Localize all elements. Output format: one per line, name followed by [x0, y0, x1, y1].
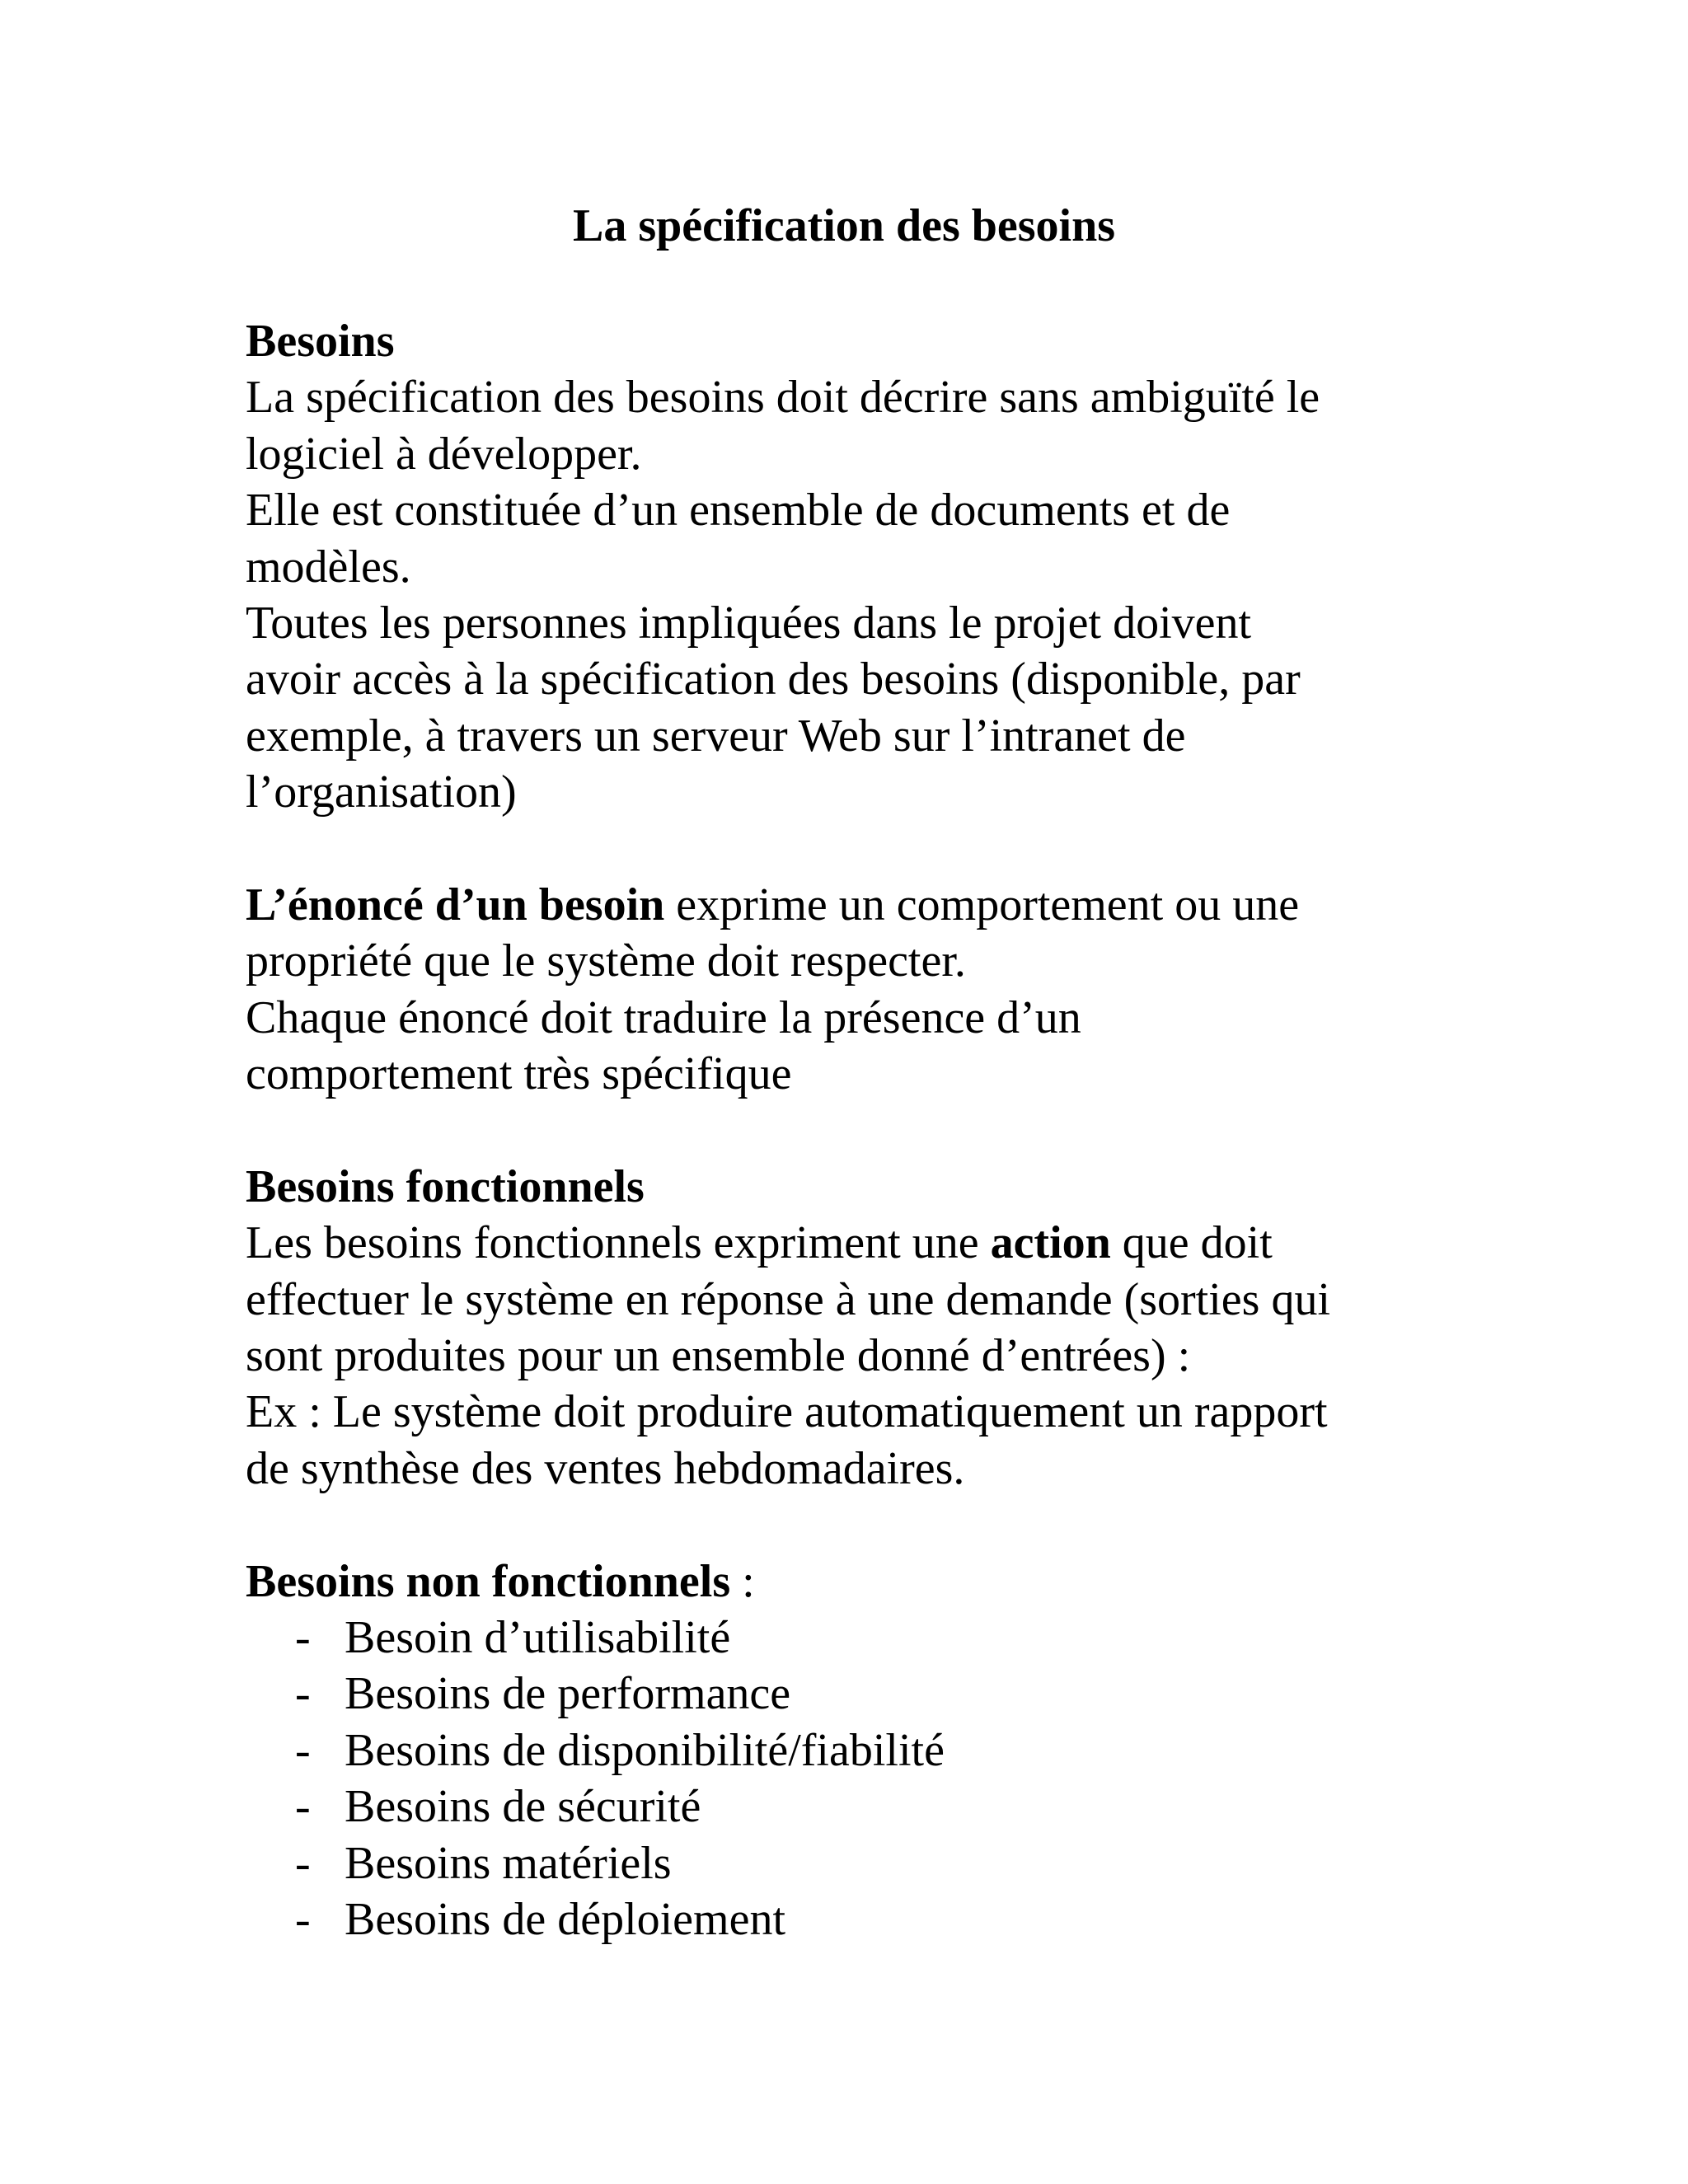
fonctionnels-bold-term: action: [990, 1217, 1111, 1269]
paragraph-line: Chaque énoncé doit traduire la présence d’un: [246, 991, 1081, 1043]
paragraph-line: de synthèse des ventes hebdomadaires.: [246, 1442, 965, 1494]
list-item-text: Besoins matériels: [345, 1837, 672, 1889]
bullet-dash: -: [295, 1611, 311, 1663]
bullet-dash: -: [295, 1668, 311, 1720]
paragraph-line: effectuer le système en réponse à une demande (sorties qui: [246, 1273, 1330, 1325]
paragraph-line: propriété que le système doit respecter.: [246, 935, 966, 987]
list-item: [246, 1779, 1482, 1835]
list-item: [246, 1722, 1482, 1779]
list-item: [246, 1610, 1482, 1666]
paragraph-line: sont produites pour un ensemble donné d’entrées) :: [246, 1330, 1191, 1382]
heading-colon: :: [730, 1555, 755, 1607]
paragraph-spacer: [246, 821, 1482, 877]
document-body: [246, 313, 1482, 1947]
list-item-text: Besoins de déploiement: [345, 1893, 786, 1945]
paragraph-line: exemple, à travers un serveur Web sur l’intranet de: [246, 710, 1186, 762]
non-fonctionnels-list: [246, 1610, 1482, 1947]
paragraph-spacer: [246, 1102, 1482, 1158]
list-item-text: Besoins de sécurité: [345, 1781, 701, 1833]
section-heading-non-fonctionnels: Besoins non fonctionnels: [246, 1555, 731, 1607]
list-item-text: Besoins de performance: [345, 1668, 791, 1720]
bullet-dash: -: [295, 1724, 311, 1776]
paragraph-line: l’organisation): [246, 766, 517, 818]
fonctionnels-line-start: Les besoins fonctionnels expriment une: [246, 1217, 991, 1269]
list-item-text: Besoin d’utilisabilité: [345, 1611, 731, 1663]
paragraph-line: comportement très spécifique: [246, 1048, 792, 1100]
section-heading-non-fonctionnels-line: [246, 1554, 1482, 1610]
list-item: [246, 1891, 1482, 1947]
paragraph-line: modèles.: [246, 541, 411, 593]
paragraph-spacer: [246, 1497, 1482, 1553]
paragraph-line: Ex : Le système doit produire automatiquement un rapport: [246, 1386, 1328, 1438]
page-title: La spécification des besoins: [572, 200, 1116, 251]
paragraph-line: Elle est constituée d’un ensemble de documents et de: [246, 485, 1231, 537]
section-heading-fonctionnels: Besoins fonctionnels: [246, 1160, 645, 1212]
enonce-first-line: [246, 877, 1482, 933]
list-item: [246, 1666, 1482, 1722]
paragraph-line: avoir accès à la spécification des besoins (disponible, par: [246, 654, 1301, 705]
bullet-dash: -: [295, 1781, 311, 1833]
list-item-text: Besoins de disponibilité/fiabilité: [345, 1724, 945, 1776]
paragraph-line: Toutes les personnes impliquées dans le projet doivent: [246, 597, 1252, 649]
paragraph-line: logiciel à développer.: [246, 428, 642, 480]
fonctionnels-first-line: [246, 1215, 1482, 1271]
enonce-line-rest: exprime un comportement ou une: [664, 879, 1300, 930]
bullet-dash: -: [295, 1893, 311, 1945]
fonctionnels-line-end: que doit: [1110, 1217, 1273, 1269]
section-heading-besoins: Besoins: [246, 316, 395, 367]
paragraph-line: La spécification des besoins doit décrire sans ambiguïté le: [246, 372, 1320, 424]
enonce-bold-term: L’énoncé d’un besoin: [246, 879, 665, 930]
list-item: [246, 1835, 1482, 1891]
bullet-dash: -: [295, 1837, 311, 1889]
